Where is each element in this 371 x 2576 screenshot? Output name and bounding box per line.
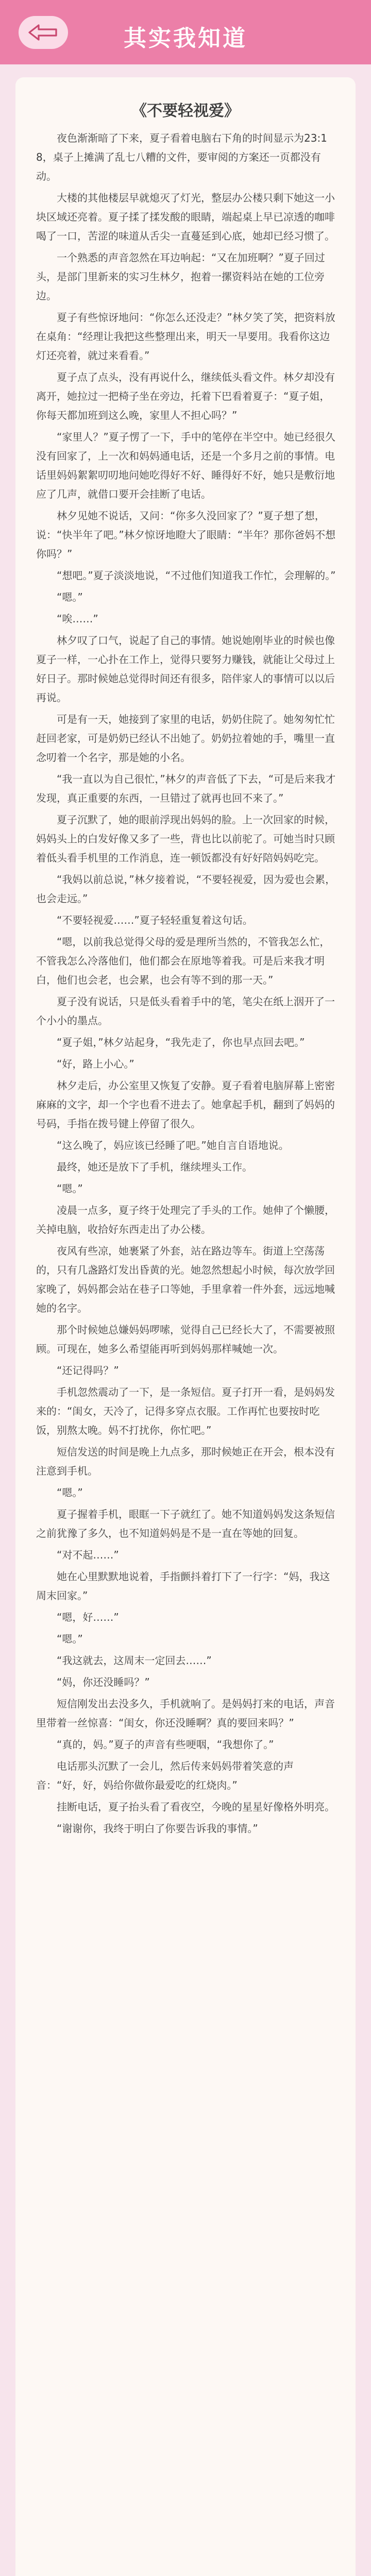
- story-paragraph: 她在心里默默地说着，手指颤抖着打下了一行字：“妈，我这周末回家。”: [36, 1570, 330, 1602]
- story-paragraph: “我这就去，这周末一定回去……”: [57, 1654, 212, 1667]
- story-paragraph: 短信刚发出去没多久，手机就响了。是妈妈打来的电话，声音里带着一丝惊喜：“闺女，你还没睡啊？真的要回来吗？”: [36, 1698, 335, 1729]
- story-paragraph: “我一直以为自己很忙，”林夕的声音低了下去，“可是后来我才发现，真正重要的东西，一旦错过了就再也回不来了。”: [36, 773, 336, 804]
- story-paragraph: “嗯，好……”: [57, 1611, 119, 1623]
- back-button[interactable]: [19, 16, 68, 49]
- story-paragraph: 林夕见她不说话，又问：“你多久没回家了？”夏子想了想，说：“快半年了吧。”林夕惊讶地瞪大了眼睛：“半年？那你爸妈不想你吗？”: [36, 510, 336, 560]
- story-paragraph: “这么晚了，妈应该已经睡了吧。”她自言自语地说。: [57, 1139, 289, 1151]
- story-body-top: [36, 129, 340, 1841]
- story-paragraph: 大楼的其他楼层早就熄灭了灯光，整层办公楼只剩下她这一小块区域还亮着。夏子揉了揉发酸的眼睛，端起桌上早已凉透的咖啡喝了一口，苦涩的味道从舌尖一直蔓延到心底，她却已经习惯了。: [36, 192, 335, 242]
- story-paragraph: 短信发送的时间是晚上九点多，那时候她正在开会，根本没有注意到手机。: [36, 1446, 335, 1477]
- story-paragraph: 夏子沉默了，她的眼前浮现出妈妈的脸。上一次回家的时候，妈妈头上的白发好像又多了一些，背也比以前驼了。可她当时只顾着低头看手机里的工作消息，连一顿饭都没有好好陪妈妈吃完。: [36, 814, 335, 864]
- story-paragraph: 林夕走后，办公室里又恢复了安静。夏子看着电脑屏幕上密密麻麻的文字，却一个字也看不进去了。她拿起手机，翻到了妈妈的号码，手指在拨号键上停留了很久。: [36, 1079, 335, 1130]
- story-paragraph: “还记得吗？”: [57, 1364, 119, 1377]
- story-paragraph: “嗯。”: [57, 1633, 83, 1645]
- story-paragraph: 夜风有些凉，她裹紧了外套，站在路边等车。街道上空荡荡的，只有几盏路灯发出昏黄的光。她忽然想起小时候，每次放学回家晚了，妈妈都会站在巷子口等她，手里拿着一件外套，远远地喊她的名字。: [36, 1245, 335, 1314]
- page-title: 其实我知道: [124, 25, 247, 52]
- story-paragraph: “嗯。”: [57, 1182, 83, 1195]
- story-paragraph: 夜色渐渐暗了下来，夏子看着电脑右下角的时间显示为23:18，桌子上摊满了乱七八糟的文件，要审阅的方案还一页都没有动。: [36, 132, 327, 182]
- story-paragraph: 挂断电话，夏子抬头看了看夜空，今晚的星星好像格外明亮。: [57, 1801, 335, 1813]
- story-paragraph: “家里人？”夏子愣了一下，手中的笔停在半空中。她已经很久没有回家了，上一次和妈妈通电话，还是一个多月之前的事情。电话里妈妈絮絮叨叨地问她吃得好不好、睡得好不好，她只是敷衍地应了几声，就借口要开会挂断了电话。: [36, 431, 335, 500]
- story-paragraph: “嗯。”: [57, 591, 83, 603]
- story-paragraph: “嗯，以前我总觉得父母的爱是理所当然的，不管我怎么忙，不管我怎么冷落他们，他们都会在原地等着我。可是后来我才明白，他们也会老，也会累，也会有等不到的那一天。”: [36, 936, 330, 986]
- story-title: 《不要轻视爱》: [131, 102, 240, 120]
- story-paragraph: 电话那头沉默了一会儿，然后传来妈妈带着笑意的声音：“好，好，妈给你做你最爱吃的红烧肉。”: [36, 1760, 294, 1791]
- story-paragraph: 夏子握着手机，眼眶一下子就红了。她不知道妈妈发这条短信之前犹豫了多久，也不知道妈妈是不是一直在等她的回复。: [36, 1508, 335, 1539]
- story-paragraph: “谢谢你，我终于明白了你要告诉我的事情。”: [57, 1822, 258, 1835]
- story-paragraph: “我妈以前总说，”林夕接着说，“不要轻视爱，因为爱也会累，也会走远。”: [36, 873, 336, 905]
- app-header: [0, 0, 371, 64]
- story-paragraph: “嗯。”: [57, 1486, 83, 1499]
- story-paragraph: 那个时候她总嫌妈妈啰嗦，觉得自己已经长大了，不需要被照顾。可现在，她多么希望能再听到妈妈那样喊她一次。: [36, 1324, 335, 1355]
- story-paragraph: “夏子姐，”林夕站起身，“我先走了，你也早点回去吧。”: [57, 1036, 305, 1048]
- story-paragraph: 最终，她还是放下了手机，继续埋头工作。: [57, 1161, 252, 1173]
- story-paragraph: “真的，妈。”夏子的声音有些哽咽，“我想你了。”: [57, 1738, 274, 1751]
- story-paragraph: 夏子点了点头，没有再说什么，继续低头看文件。林夕却没有离开，她拉过一把椅子坐在旁边，托着下巴看着夏子：“夏子姐，你每天都加班到这么晚，家里人不担心吗？”: [36, 371, 335, 421]
- story-paragraph: 林夕叹了口气，说起了自己的事情。她说她刚毕业的时候也像夏子一样，一心扑在工作上，觉得只要努力赚钱，就能让父母过上好日子。那时候她总觉得时间还有很多，陪伴家人的事情可以以后再说。: [36, 634, 335, 704]
- story-paragraph: “想吧。”夏子淡淡地说，“不过他们知道我工作忙，会理解的。”: [57, 569, 336, 582]
- back-arrow-icon: [27, 22, 59, 43]
- story-paragraph: “不要轻视爱……”夏子轻轻重复着这句话。: [57, 914, 253, 926]
- story-paragraph: “好，路上小心。”: [57, 1058, 134, 1070]
- story-paragraph: “对不起……”: [57, 1549, 119, 1561]
- story-paragraph: “唉……”: [57, 613, 98, 625]
- story-paragraph: 可是有一天，她接到了家里的电话，奶奶住院了。她匆匆忙忙赶回老家，可是奶奶已经认不出她了。奶奶拉着她的手，嘴里一直念叨着一个名字，那是她的小名。: [36, 713, 335, 764]
- story-paragraph: 夏子没有说话，只是低头看着手中的笔，笔尖在纸上洇开了一个小小的墨点。: [36, 995, 335, 1027]
- story-paragraph: 凌晨一点多，夏子终于处理完了手头的工作。她伸了个懒腰，关掉电脑，收拾好东西走出了办公楼。: [36, 1204, 335, 1235]
- story-paragraph: 手机忽然震动了一下，是一条短信。夏子打开一看，是妈妈发来的：“闺女，天冷了，记得多穿点衣服。工作再忙也要按时吃饭，别熬太晚。妈不打扰你，你忙吧。”: [36, 1386, 335, 1436]
- story-paragraph: 一个熟悉的声音忽然在耳边响起：“又在加班啊？”夏子回过头，是部门里新来的实习生林夕，抱着一摞资料站在她的工位旁边。: [36, 251, 325, 302]
- story-paragraph: “妈，你还没睡吗？”: [57, 1676, 150, 1688]
- story-paragraph: 夏子有些惊讶地问：“你怎么还没走？”林夕笑了笑，把资料放在桌角：“经理让我把这些整理出来，明天一早要用。我看你这边灯还亮着，就过来看看。”: [36, 311, 335, 362]
